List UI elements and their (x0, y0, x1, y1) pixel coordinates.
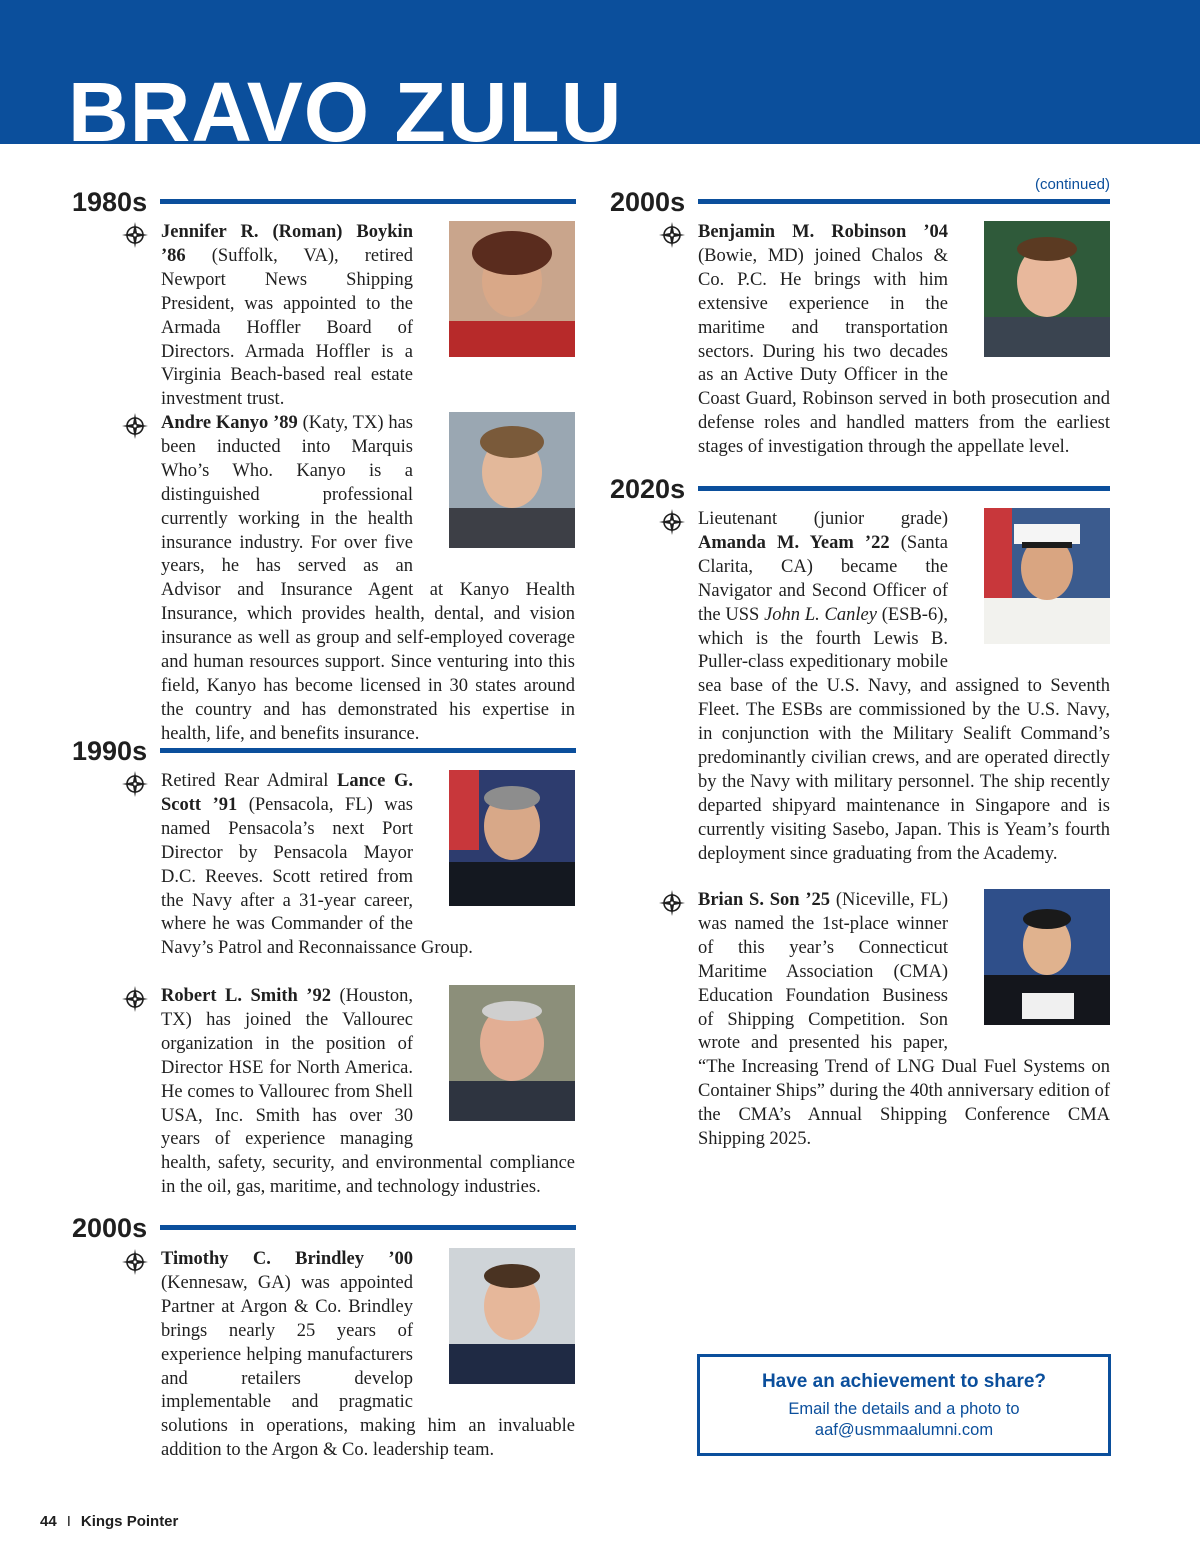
entry-body: (Kennesaw, GA) was appointed Partner at Argon & Co. Brindley brings nearly 25 years of experience helping manufacturers and retailers develop implementable and pragmatic solutions in operations, making him an invaluable addition to the Argon & Co. leadership team. (161, 1272, 575, 1461)
callout-email-link[interactable]: aaf@usmmaalumni.com (814, 1421, 994, 1439)
compass-rose-icon (659, 222, 685, 248)
callout-instructions: Email the details and a photo to (788, 1400, 1020, 1418)
compass-rose-icon (122, 222, 148, 248)
portrait-photo-scott (449, 770, 575, 906)
entry-name: Jennifer R. (Roman) Boykin ’86 (161, 222, 413, 266)
decade-label: 2000s (610, 187, 686, 217)
entry-body: (Katy, TX) has been inducted into Marquis Who’s Who. Kanyo is a distinguished professional currently working in the health insurance industry. For over five years, he has served as an Advisor and Insurance Agent at Kanyo Health Insurance, which provides health, dental, and vision insurance as well as group and self-employed coverage and human resources support. Since venturing into this field, Kanyo has become licensed in 30 states around the country and has demonstrated his expertise in health, life, and benefits insurance. (161, 413, 575, 744)
decade-rule (698, 486, 1110, 491)
decade-rule (698, 199, 1110, 204)
portrait-photo-son (984, 889, 1110, 1025)
ship-name: John L. Canley (764, 604, 877, 625)
entry-name: Benjamin M. Robinson ’04 (698, 222, 948, 242)
entry-body: (Houston, TX) has joined the Vallourec organization in the position of Director HSE for North America. He comes to Vallourec from Shell USA, Inc. Smith has over 30 years of experience managing health, safety, security, and environmental compliance in the oil, gas, maritime, and technology industries. (161, 986, 575, 1198)
entry-text (698, 889, 1110, 1152)
decade-rule (160, 199, 576, 204)
entry-text (161, 770, 575, 961)
decade-rule (160, 748, 576, 753)
compass-rose-icon (122, 986, 148, 1012)
decade-label: 2020s (610, 474, 686, 504)
compass-rose-icon (122, 413, 148, 439)
entry-text (161, 985, 575, 1200)
footer-separator: I (66, 1513, 71, 1530)
portrait-photo-smith (449, 985, 575, 1121)
decade-heading-2020s (610, 471, 1110, 507)
compass-rose-icon (122, 1249, 148, 1275)
entry-name: Robert L. Smith ’92 (161, 986, 331, 1006)
compass-rose-icon (659, 509, 685, 535)
entry-text (161, 1248, 575, 1463)
entry-body: (ESB-6), which is the fourth Lewis B. Puller-class expeditionary mobile sea base of the U.S. Navy, and assigned to Seventh Fleet. The ESBs are commissioned by the U.S. Navy, in conjunction with the Military Sealift Command’s predominantly civilian crews, and are operated directly by the Navy with military personnel. The ship recently departed shipyard maintenance in Singapore and is currently visiting Sasebo, Japan. This is Yeam’s fourth deployment since graduating from the Academy. (698, 604, 1110, 864)
publication-name: Kings Pointer (80, 1513, 179, 1530)
entry-name: Andre Kanyo ’89 (161, 413, 298, 433)
entry-body: (Santa Clarita, CA) became the Navigator and Second Officer of the USS (698, 532, 948, 625)
entry-body: (Niceville, FL) was named the 1st-place winner of this year’s Connecticut Maritime Association (CMA) Education Foundation Business of Shipping Competition. Son wrote and presented his paper, “The Increasing Trend of LNG Dual Fuel Systems on Container Ships” during the 40th anniversary edition of the CMA’s Annual Shipping Conference CMA Shipping 2025. (698, 890, 1110, 1150)
entry-name: Brian S. Son ’25 (698, 890, 831, 910)
compass-rose-icon (659, 890, 685, 916)
compass-rose-icon (122, 771, 148, 797)
decade-label: 2000s (72, 1213, 148, 1243)
page-footer (40, 1513, 178, 1530)
continued-label: (continued) (1034, 176, 1110, 193)
portrait-photo-yeam (984, 508, 1110, 644)
page-title: BRAVO ZULU (68, 65, 623, 144)
callout-heading: Have an achievement to share? (761, 1371, 1047, 1392)
decade-rule (160, 1225, 576, 1230)
decade-heading-1980s (72, 184, 576, 220)
decade-heading-2000s (610, 184, 1110, 220)
portrait-photo-kanyo (449, 412, 575, 548)
entry-body: (Bowie, MD) joined Chalos & Co. P.C. He brings with him extensive experience in the maritime and transportation sectors. During his two decades as an Active Duty Officer in the Coast Guard, Robinson served in both prosecution and defense roles and handled matters from the earliest stages of investigation through the appellate level. (698, 245, 1110, 458)
entry-prefix: Lieutenant (junior grade) (698, 509, 948, 529)
entry-name: Amanda M. Yeam ’22 (698, 532, 890, 553)
decade-heading-2000s (72, 1210, 576, 1246)
portrait-photo-robinson (984, 221, 1110, 357)
entry-body: (Suffolk, VA), retired Newport News Shipping President, was appointed to the Armada Hoffler Board of Directors. Armada Hoffler is a Virginia Beach-based real estate investment trust. (161, 245, 413, 410)
entry-text (161, 412, 575, 747)
portrait-photo-brindley (449, 1248, 575, 1384)
achievement-callout-box (697, 1354, 1111, 1456)
entry-prefix: Retired Rear Admiral (161, 771, 337, 791)
portrait-photo-boykin (449, 221, 575, 357)
entry-body: (Pensacola, FL) was named Pensacola’s next Port Director by Pensacola Mayor D.C. Reeves. Scott retired from the Navy after a 31-year career, where he was Commander of the Navy’s Patrol and Reconnaissance Group. (161, 794, 473, 959)
entry-text (698, 221, 1110, 460)
page-number: 44 (40, 1513, 57, 1530)
entry-name: Timothy C. Brindley ’00 (161, 1249, 413, 1269)
decade-heading-1990s (72, 733, 576, 769)
decade-label: 1980s (72, 187, 148, 217)
entry-text (698, 508, 1110, 867)
entry-name: Lance G. Scott ’91 (161, 771, 413, 815)
entry-text (161, 221, 575, 412)
decade-label: 1990s (72, 736, 148, 766)
masthead-banner (0, 0, 1200, 144)
